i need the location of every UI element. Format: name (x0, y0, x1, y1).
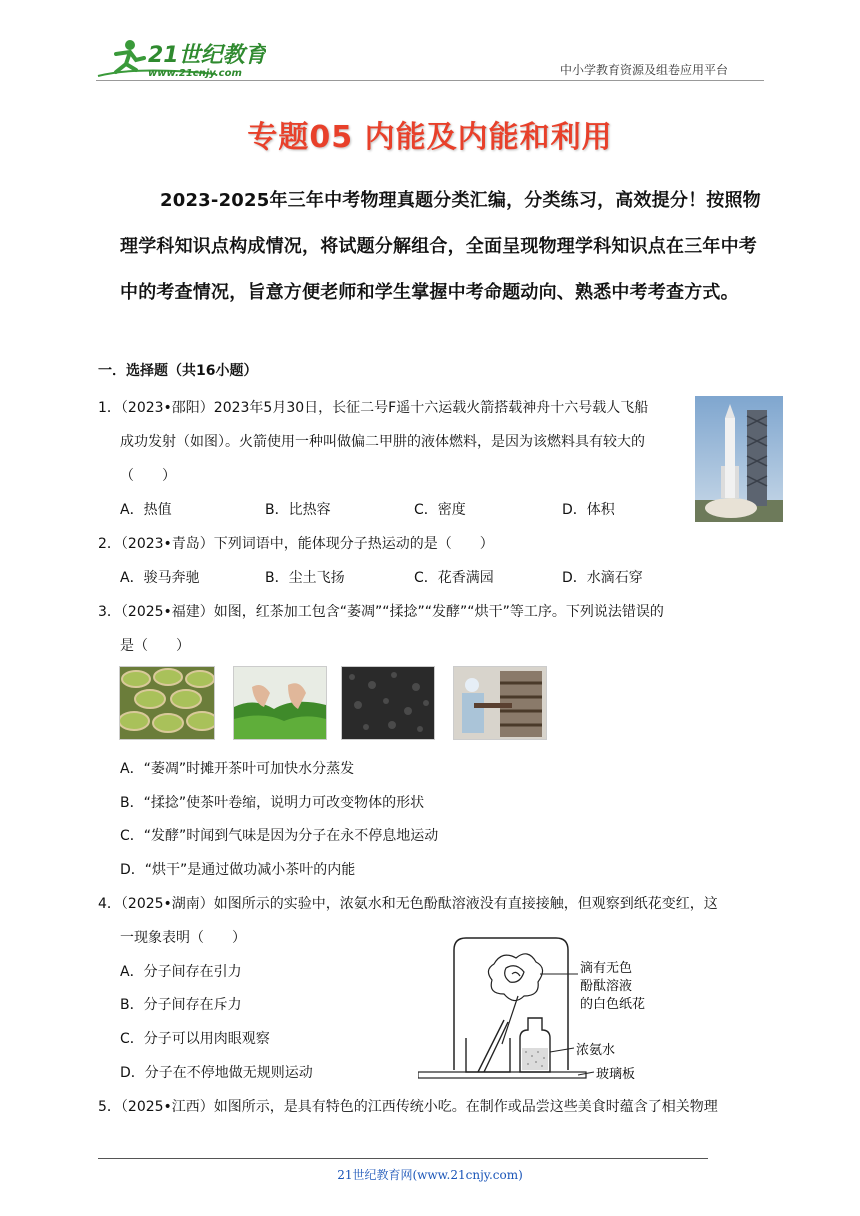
question-3-line1: 3．（2025•福建）如图，红茶加工包含“萎凋”“揉捻”“发酵”“烘干”等工序。下列说法错误的 (98, 604, 664, 620)
logo-url: www.21cnjy.com (148, 68, 242, 79)
question-3-line2: 是（ ） (120, 638, 190, 654)
platform-name: 中小学教育资源及组卷应用平台 (560, 63, 729, 77)
site-logo (96, 36, 266, 82)
glass-plate-label: 玻璃板 (596, 1067, 636, 1082)
rocket-launch-image (695, 396, 783, 522)
section-heading: 一．选择题（共16小题） (98, 363, 258, 379)
footer-link[interactable]: 21世纪教育网(www.21cnjy.com) (337, 1168, 523, 1182)
question-2-option-c[interactable]: C．花香满园 (414, 570, 494, 586)
question-1-line2: 成功发射（如图）。火箭使用一种叫做偏二甲肼的液体燃料，是因为该燃料具有较大的 (120, 434, 645, 450)
tea-withering-image (119, 666, 215, 740)
question-2-option-d[interactable]: D．水滴石穿 (562, 570, 643, 586)
question-2-line1: 2．（2023•青岛）下列词语中，能体现分子热运动的是（ ） (98, 536, 494, 552)
flower-label-3: 的白色纸花 (580, 997, 646, 1012)
question-3-option-c[interactable]: C．“发酵”时闻到气味是因为分子在永不停息地运动 (120, 828, 439, 844)
question-2-option-a[interactable]: A．骏马奔驰 (120, 570, 200, 586)
question-1-option-c[interactable]: C．密度 (414, 502, 466, 518)
ammonia-experiment-figure (418, 934, 668, 1086)
page-title: 专题05 内能及内能和利用 (247, 120, 613, 155)
flower-label-2: 酚酞溶液 (580, 979, 633, 994)
question-1-option-a[interactable]: A．热值 (120, 502, 172, 518)
tea-fermenting-image (341, 666, 435, 740)
ammonia-label: 浓氨水 (576, 1043, 616, 1058)
tea-drying-image (453, 666, 547, 740)
question-4-option-c[interactable]: C．分子可以用肉眼观察 (120, 1031, 270, 1047)
question-3-option-a[interactable]: A．“萎凋”时摊开茶叶可加快水分蒸发 (120, 761, 355, 777)
header-divider (96, 80, 764, 81)
question-1-line1: 1．（2023•邵阳）2023年5月30日，长征二号F遥十六运载火箭搭载神舟十六号载人飞船 (98, 400, 649, 416)
question-1-option-b[interactable]: B．比热容 (265, 502, 331, 518)
tea-rolling-image (233, 666, 327, 740)
question-3-option-b[interactable]: B．“揉捻”使茶叶卷缩，说明力可改变物体的形状 (120, 795, 425, 811)
footer-divider (98, 1158, 708, 1159)
flower-label-1: 滴有无色 (580, 961, 633, 976)
question-4-option-b[interactable]: B．分子间存在斥力 (120, 997, 242, 1013)
question-4-line1: 4．（2025•湖南）如图所示的实验中，浓氨水和无色酚酞溶液没有直接接触，但观察到纸花变红，这 (98, 896, 718, 912)
question-3-option-d[interactable]: D．“烘干”是通过做功减小茶叶的内能 (120, 862, 356, 878)
logo-runner-icon (96, 36, 266, 82)
question-5-line1: 5．（2025•江西）如图所示，是具有特色的江西传统小吃。在制作或品尝这些美食时蕴含了相关物理 (98, 1099, 718, 1115)
question-4-option-d[interactable]: D．分子在不停地做无规则运动 (120, 1065, 313, 1081)
question-4-option-a[interactable]: A．分子间存在引力 (120, 964, 242, 980)
question-2-option-b[interactable]: B．尘土飞扬 (265, 570, 345, 586)
question-4-line2: 一现象表明（ ） (120, 930, 246, 946)
question-1-line3: （ ） (120, 468, 176, 484)
question-1-option-d[interactable]: D．体积 (562, 502, 615, 518)
logo-text: 21世纪教育 (148, 43, 266, 68)
intro-paragraph: 2023-2025年三年中考物理真题分类汇编，分类练习，高效提分！按照物理学科知识点构成情况，将试题分解组合，全面呈现物理学科知识点在三年中考中的考查情况，旨意方便老师和学生掌握中考命题动向、熟悉中考考查方式。 (120, 190, 761, 303)
